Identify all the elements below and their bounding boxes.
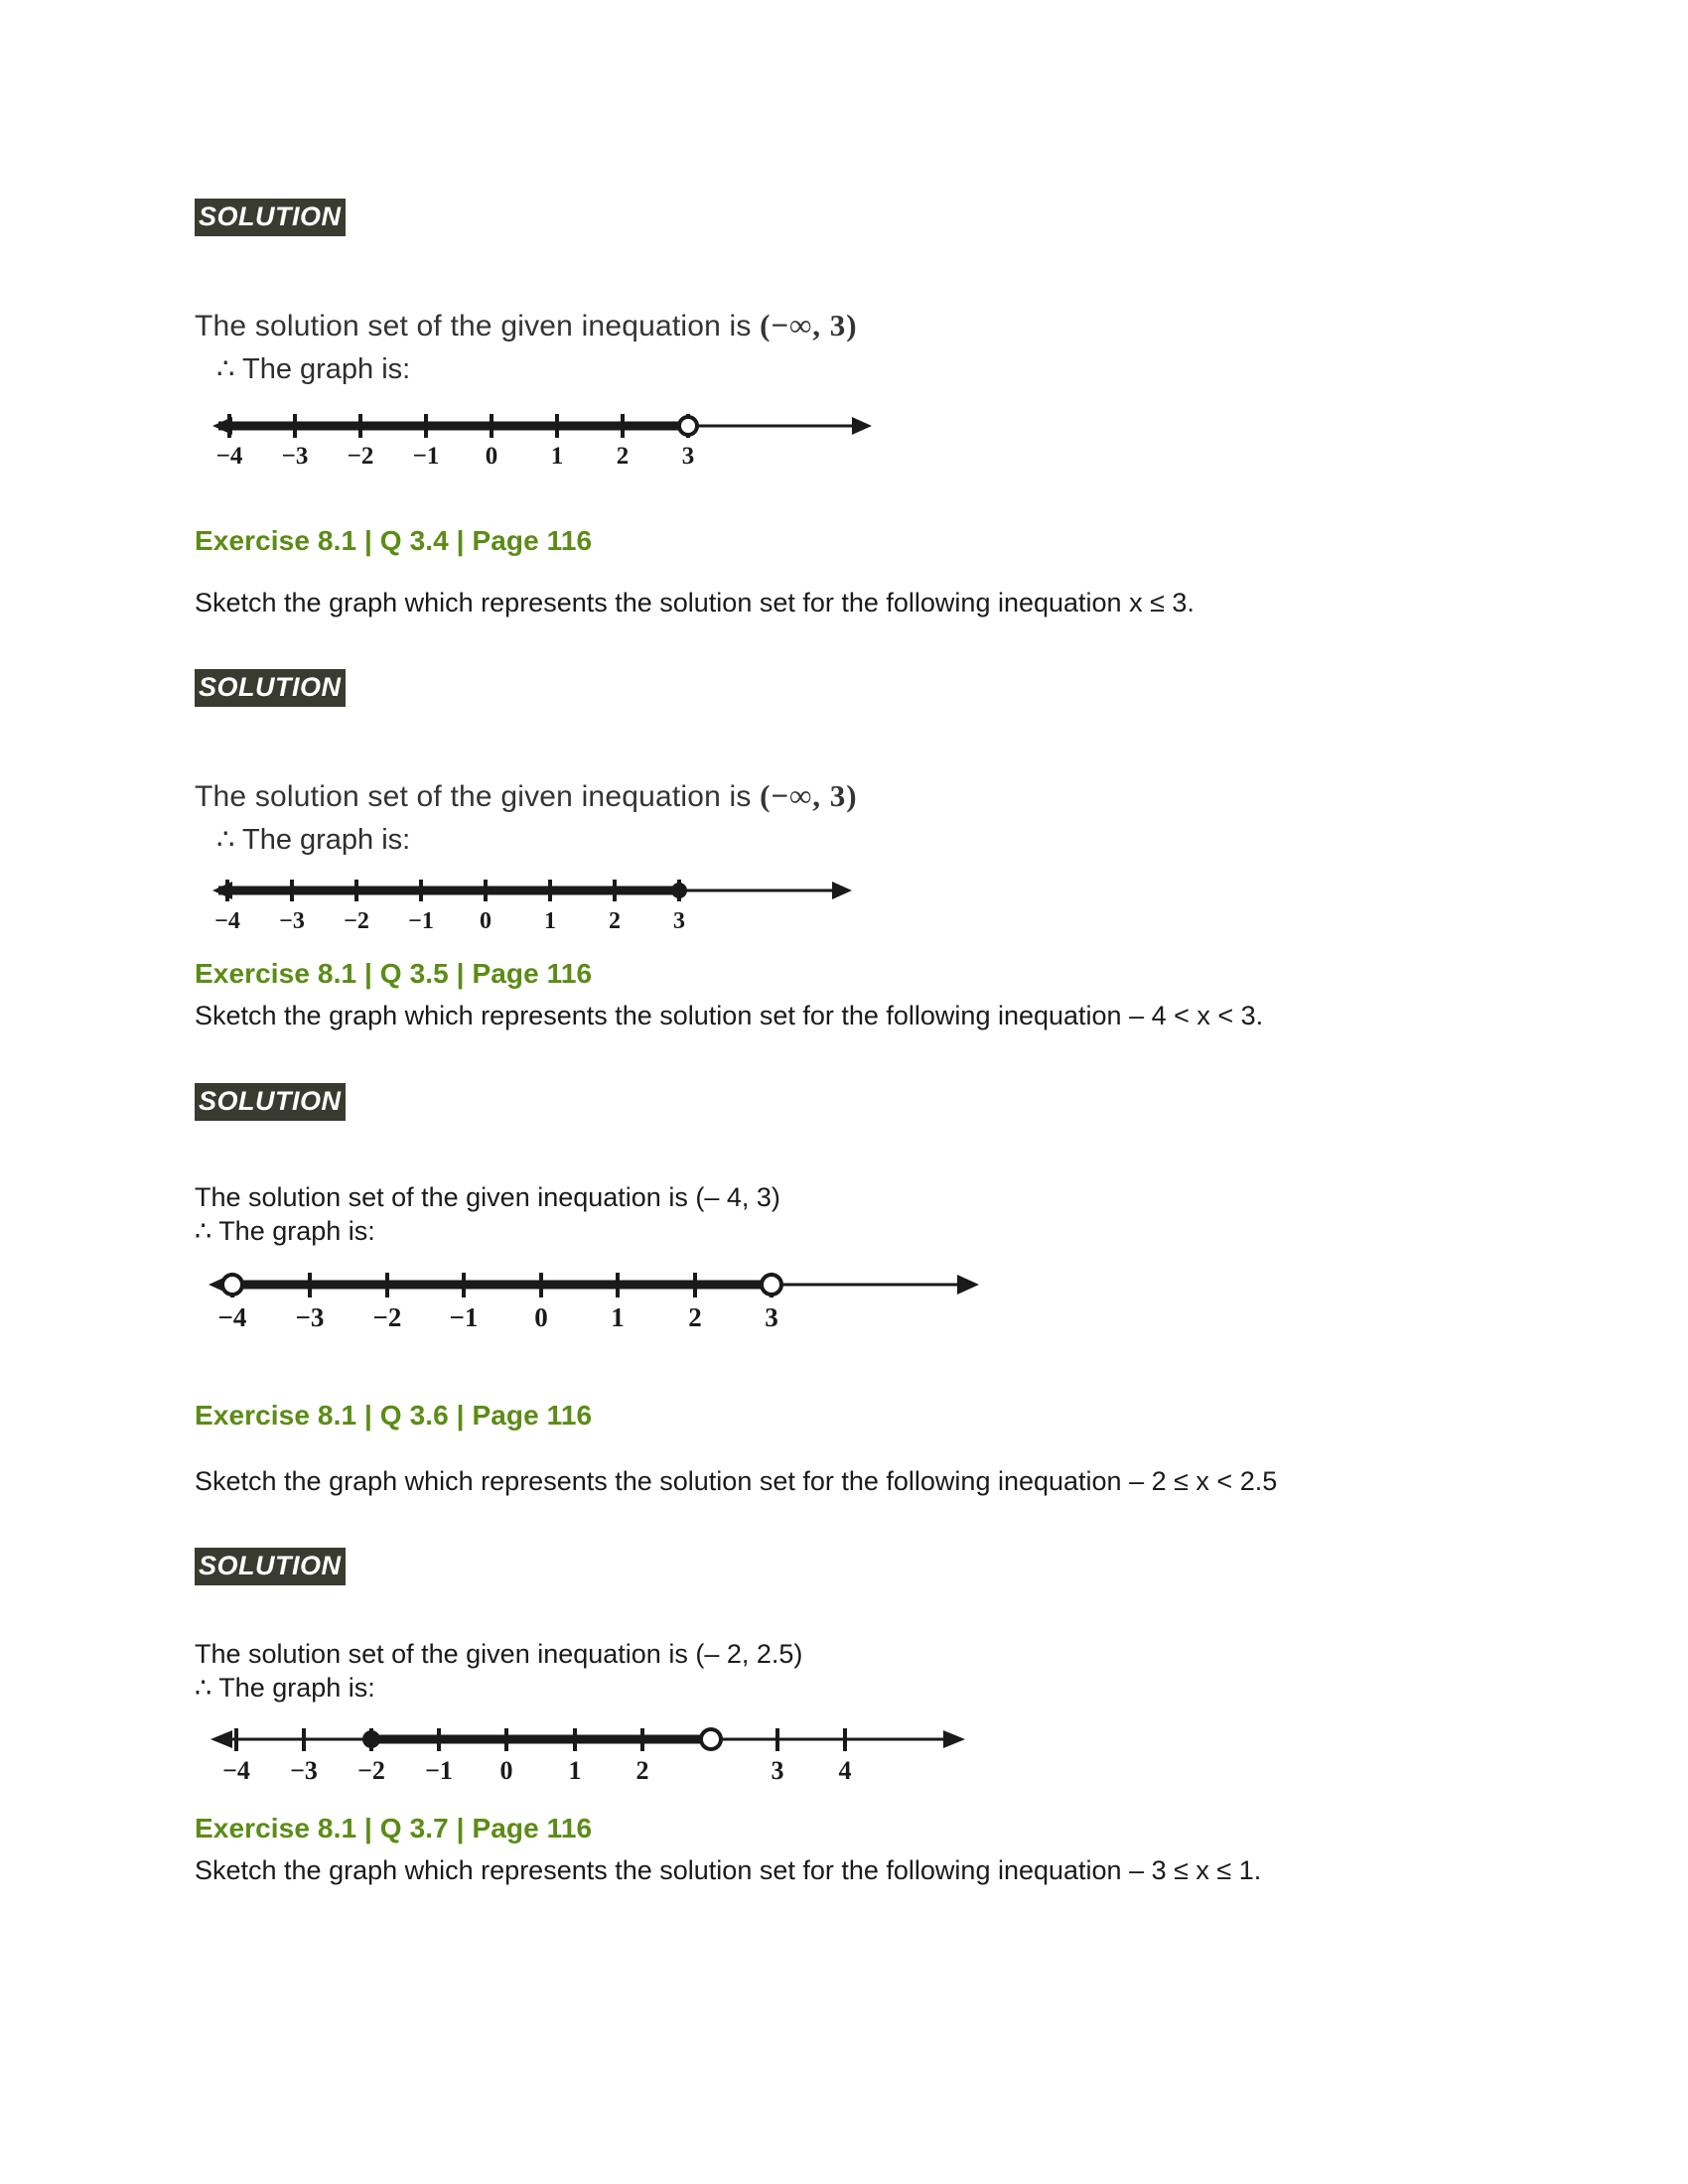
tick-label: 2 (688, 1301, 702, 1332)
tick-label: 2 (609, 908, 621, 935)
exercise-heading-q34: Exercise 8.1 | Q 3.4 | Page 116 (195, 525, 593, 556)
solution-block-q35 (195, 1083, 1505, 1336)
exercise-heading-q36: Exercise 8.1 | Q 3.6 | Page 116 (195, 1399, 593, 1431)
tick-label: 3 (771, 1755, 784, 1785)
exercise-question-q34: Sketch the graph which represents the solution set for the following inequation x ≤ 3. (195, 588, 1195, 617)
right-arrowhead-icon (832, 882, 852, 899)
number-line-svg-2 (195, 865, 870, 942)
tick-label: 1 (550, 443, 564, 470)
tick-label: −1 (449, 1301, 479, 1332)
tick-label: 2 (635, 1755, 649, 1785)
document-content (195, 0, 1505, 1889)
solution-badge: SOLUTION (195, 1548, 346, 1585)
answer-graph-label: ∴ The graph is: (216, 353, 411, 385)
answer-solution-set-line (195, 308, 1505, 343)
exercise-block-q34 (195, 525, 1505, 621)
number-line-figure-3 (195, 1257, 1505, 1336)
tick-label: −4 (222, 1755, 250, 1785)
solution-block-q36 (195, 1548, 1505, 1793)
answer-solution-set-line: The solution set of the given inequation is (– 4, 3) (195, 1181, 780, 1212)
left-arrowhead-icon (211, 1730, 232, 1748)
tick-label: −3 (281, 443, 309, 470)
tick-label: 1 (544, 908, 556, 935)
tick-label: −2 (372, 1301, 402, 1332)
exercise-question-q36: Sketch the graph which represents the solution set for the following inequation – 2 ≤ x < 2.5 (195, 1465, 1278, 1496)
open-circle-endpoint (679, 417, 697, 435)
tick-label: 0 (485, 443, 498, 470)
tick-label: 0 (499, 1755, 513, 1785)
number-line-svg-1 (195, 398, 890, 478)
open-circle-endpoint (222, 1275, 242, 1295)
answer-solution-set-line: The solution set of the given inequation is (– 2, 2.5) (195, 1638, 803, 1669)
solution-badge: SOLUTION (195, 1083, 346, 1121)
solution-badge: SOLUTION (195, 669, 346, 707)
tick-label: −2 (357, 1755, 385, 1785)
open-circle-endpoint (762, 1275, 781, 1295)
scanned-answer-q33 (195, 308, 1505, 478)
filled-circle-endpoint (362, 1730, 380, 1748)
answer-interval-value: (−∞, 3) (760, 778, 858, 814)
exercise-block-q36 (195, 1400, 1505, 1500)
tick-label: −2 (344, 908, 369, 935)
tick-label: −3 (295, 1301, 325, 1332)
tick-label: −1 (425, 1755, 453, 1785)
solution-block-q34 (195, 669, 1505, 942)
exercise-block-q37 (195, 1813, 1505, 1889)
tick-label: 2 (616, 443, 630, 470)
exercise-question-q35: Sketch the graph which represents the solution set for the following inequation – 4 < x < 3. (195, 1001, 1264, 1031)
tick-label: 0 (480, 908, 492, 935)
number-line-figure-2 (195, 865, 1505, 942)
tick-label: −4 (217, 1301, 247, 1332)
answer-q35 (195, 1180, 1505, 1336)
answer-text-prefix: The solution set of the given inequation is (195, 310, 761, 342)
number-line-svg-4 (195, 1713, 979, 1793)
tick-label: −1 (412, 443, 440, 470)
tick-label: 0 (534, 1301, 548, 1332)
answer-graph-label: ∴ The graph is: (216, 824, 411, 857)
tick-label: −4 (214, 908, 240, 935)
right-arrowhead-icon (957, 1275, 979, 1295)
right-arrowhead-icon (943, 1730, 965, 1748)
number-line-svg-3 (195, 1257, 989, 1336)
tick-label: 1 (611, 1301, 625, 1332)
right-arrowhead-icon (852, 417, 872, 435)
filled-circle-endpoint (671, 883, 687, 898)
tick-label: −2 (347, 443, 374, 470)
answer-q36 (195, 1637, 1505, 1793)
exercise-question-q37: Sketch the graph which represents the solution set for the following inequation – 3 ≤ x ≤ 1. (195, 1854, 1262, 1885)
exercise-heading-q37: Exercise 8.1 | Q 3.7 | Page 116 (195, 1812, 593, 1843)
scanned-answer-q34 (195, 778, 1505, 942)
tick-label: −4 (215, 443, 243, 470)
tick-label: 3 (673, 908, 685, 935)
tick-label: −3 (279, 908, 305, 935)
tick-label: 1 (568, 1755, 582, 1785)
answer-graph-label: ∴ The graph is: (195, 1673, 375, 1704)
tick-label: −1 (408, 908, 434, 935)
tick-label: 4 (838, 1755, 852, 1785)
exercise-heading-q35: Exercise 8.1 | Q 3.5 | Page 116 (195, 958, 593, 990)
number-line-figure-4 (195, 1713, 1505, 1793)
answer-solution-set-line (195, 778, 1505, 814)
solution-badge: SOLUTION (195, 199, 346, 236)
answer-graph-label: ∴ The graph is: (195, 1216, 375, 1247)
tick-label: 3 (765, 1301, 778, 1332)
answer-interval-value: (−∞, 3) (760, 308, 858, 342)
exercise-block-q35 (195, 958, 1505, 1034)
tick-label: 3 (681, 443, 695, 470)
solution-block-q33 (195, 199, 1505, 478)
number-line-figure-1 (195, 398, 1505, 478)
tick-label: −3 (290, 1755, 318, 1785)
answer-text-prefix: The solution set of the given inequation is (195, 780, 761, 814)
open-circle-endpoint (701, 1729, 721, 1749)
